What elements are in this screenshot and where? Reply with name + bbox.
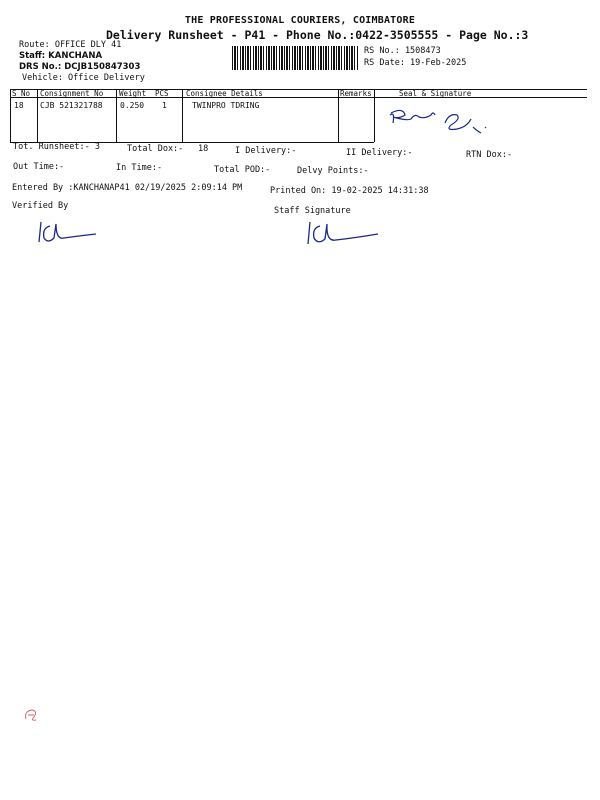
th-weight: Weight	[119, 89, 147, 98]
staff-label: Staff: KANCHANA	[19, 51, 103, 61]
delvy-points: Delvy Points:-	[297, 166, 369, 176]
in-time: In Time:-	[116, 163, 163, 173]
total-pod: Total POD:-	[214, 165, 271, 175]
route-label: Route: OFFICE DLY 41	[19, 40, 122, 50]
th-s-no: S No	[12, 89, 31, 98]
rs-date: RS Date: 19-Feb-2025	[364, 58, 467, 68]
barcode	[232, 46, 359, 70]
cell-s-no: 18	[14, 101, 24, 110]
runsheet-table	[10, 89, 587, 142]
rtn-dox: RTN Dox:-	[466, 150, 513, 160]
cell-consignment-no: CJB 521321788	[40, 101, 103, 110]
th-seal-signature: Seal & Signature	[399, 89, 472, 98]
ii-delivery: II Delivery:-	[346, 148, 413, 158]
staff-signature-label: Staff Signature	[274, 206, 351, 216]
th-remarks: Remarks	[340, 89, 372, 98]
cell-weight: 0.250	[120, 101, 145, 110]
out-time: Out Time:-	[13, 162, 65, 172]
printed-on: Printed On: 19-02-2025 14:31:38	[270, 186, 429, 196]
cell-consignee: TWINPRO TDRING	[192, 101, 260, 110]
consignee-signature	[385, 101, 505, 141]
rs-number: RS No.: 1508473	[364, 46, 441, 56]
cell-pcs: 1	[162, 101, 167, 110]
company-title: THE PROFESSIONAL COURIERS, COIMBATORE	[184, 15, 416, 26]
drs-number: DRS No.: DCJB150847303	[19, 62, 141, 72]
tot-runsheet: Tot. Runsheet:- 3	[13, 142, 100, 152]
total-dox-value: 18	[198, 144, 209, 154]
entered-by: Entered By :KANCHANAP41 02/19/2025 2:09:14 PM	[12, 183, 243, 193]
th-pcs: PCS	[155, 89, 169, 98]
stamp-mark	[22, 707, 44, 723]
i-delivery: I Delivery:-	[235, 146, 297, 156]
total-dox-label: Total Dox:-	[127, 144, 184, 154]
th-consignee: Consignee Details	[186, 89, 263, 98]
staff-signature	[304, 218, 384, 248]
verifier-signature	[34, 218, 104, 246]
vehicle-label: Vehicle: Office Delivery	[22, 73, 145, 83]
th-consignment-no: Consignment No	[40, 89, 104, 98]
runsheet-title: Delivery Runsheet - P41 - Phone No.:0422-3505555 - Page No.:3	[106, 28, 529, 42]
verified-by-label: Verified By	[12, 201, 69, 211]
